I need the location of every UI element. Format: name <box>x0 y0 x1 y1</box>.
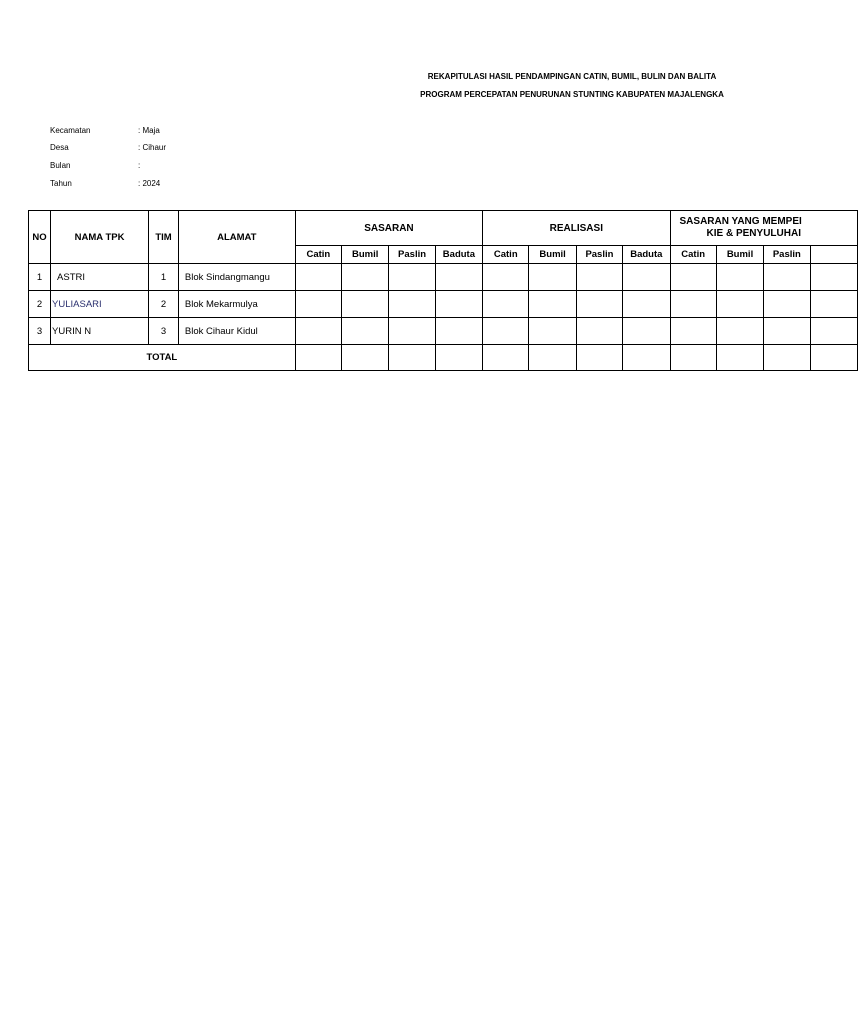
header-sasaran-kie <box>670 211 857 246</box>
cell <box>435 264 482 291</box>
cell <box>295 318 341 345</box>
header-realisasi: REALISASI <box>483 211 670 246</box>
cell <box>716 345 763 371</box>
row-nama-tpk: YULIASARI <box>51 291 149 318</box>
cell <box>716 264 763 291</box>
row-tim: 2 <box>149 291 179 318</box>
cell <box>764 318 810 345</box>
cell <box>483 291 529 318</box>
cell <box>529 318 576 345</box>
cell <box>529 264 576 291</box>
cell <box>670 318 716 345</box>
cell <box>483 264 529 291</box>
cell <box>342 291 389 318</box>
cell <box>342 345 389 371</box>
cell <box>389 291 435 318</box>
cell <box>295 291 341 318</box>
table-row <box>29 291 858 318</box>
cell <box>623 318 670 345</box>
info-label-bulan: Bulan <box>50 161 71 170</box>
table-row <box>29 318 858 345</box>
info-label-tahun: Tahun <box>50 179 72 188</box>
document-title-line-1: REKAPITULASI HASIL PENDAMPINGAN CATIN, BUMIL, BULIN DAN BALITA <box>427 72 717 81</box>
header-alamat: ALAMAT <box>178 211 295 264</box>
subheader-realisasi-bumil: Bumil <box>529 246 576 264</box>
info-label-kecamatan: Kecamatan <box>50 126 91 135</box>
header-sasaran: SASARAN <box>295 211 482 246</box>
cell <box>435 345 482 371</box>
info-label-desa: Desa <box>50 143 69 152</box>
cell <box>529 345 576 371</box>
subheader-realisasi-baduta: Baduta <box>623 246 670 264</box>
cell <box>623 345 670 371</box>
info-value-kecamatan: : Maja <box>138 126 160 135</box>
subheader-sasaran-paslin: Paslin <box>389 246 435 264</box>
cell <box>342 264 389 291</box>
header-sasaran-kie-line-1: SASARAN YANG MEMPEI <box>679 216 802 227</box>
cell <box>529 291 576 318</box>
row-nama-tpk: YURIN N <box>51 318 149 345</box>
cell <box>810 264 858 291</box>
subheader-kie-bumil: Bumil <box>716 246 763 264</box>
header-nama-tpk: NAMA TPK <box>51 211 149 264</box>
cell <box>670 291 716 318</box>
cell <box>295 264 341 291</box>
subheader-realisasi-catin: Catin <box>483 246 529 264</box>
cell <box>810 345 858 371</box>
info-value-tahun: : 2024 <box>138 179 161 188</box>
cell <box>716 318 763 345</box>
cell <box>623 291 670 318</box>
row-alamat: Blok Cihaur Kidul <box>178 318 295 345</box>
cell <box>576 264 622 291</box>
document-title-line-2: PROGRAM PERCEPATAN PENURUNAN STUNTING KABUPATEN MAJALENGKA <box>420 90 724 99</box>
total-row <box>29 345 858 371</box>
info-value-desa: : Cihaur <box>138 143 167 152</box>
recap-table-container <box>28 210 802 374</box>
cell <box>810 291 858 318</box>
subheader-kie-catin: Catin <box>670 246 716 264</box>
header-no: NO <box>29 211 51 264</box>
cell <box>764 264 810 291</box>
cell <box>576 291 622 318</box>
cell <box>623 264 670 291</box>
cell <box>716 291 763 318</box>
subheader-sasaran-baduta: Baduta <box>435 246 482 264</box>
subheader-sasaran-bumil: Bumil <box>342 246 389 264</box>
recap-table <box>28 210 858 371</box>
cell <box>810 318 858 345</box>
cell <box>483 318 529 345</box>
row-nama-tpk: ASTRI <box>51 264 149 291</box>
cell <box>342 318 389 345</box>
total-label: TOTAL <box>29 345 296 371</box>
cell <box>435 318 482 345</box>
row-no: 2 <box>29 291 51 318</box>
subheader-sasaran-catin: Catin <box>295 246 341 264</box>
header-sasaran-kie-line-2: KIE & PENYULUHAI <box>706 228 801 239</box>
row-no: 3 <box>29 318 51 345</box>
cell <box>435 291 482 318</box>
cell <box>764 291 810 318</box>
row-tim: 1 <box>149 264 179 291</box>
subheader-kie-paslin: Paslin <box>764 246 810 264</box>
row-no: 1 <box>29 264 51 291</box>
cell <box>295 345 341 371</box>
cell <box>576 318 622 345</box>
cell <box>670 264 716 291</box>
table-row <box>29 264 858 291</box>
row-tim: 3 <box>149 318 179 345</box>
subheader-kie-cut <box>810 246 858 264</box>
cell <box>389 264 435 291</box>
row-alamat: Blok Mekarmulya <box>178 291 295 318</box>
header-tim: TIM <box>149 211 179 264</box>
cell <box>576 345 622 371</box>
subheader-realisasi-paslin: Paslin <box>576 246 622 264</box>
info-value-bulan: : <box>138 161 141 170</box>
cell <box>670 345 716 371</box>
row-alamat: Blok Sindangmangu <box>178 264 295 291</box>
cell <box>483 345 529 371</box>
cell <box>389 345 435 371</box>
cell <box>764 345 810 371</box>
cell <box>389 318 435 345</box>
